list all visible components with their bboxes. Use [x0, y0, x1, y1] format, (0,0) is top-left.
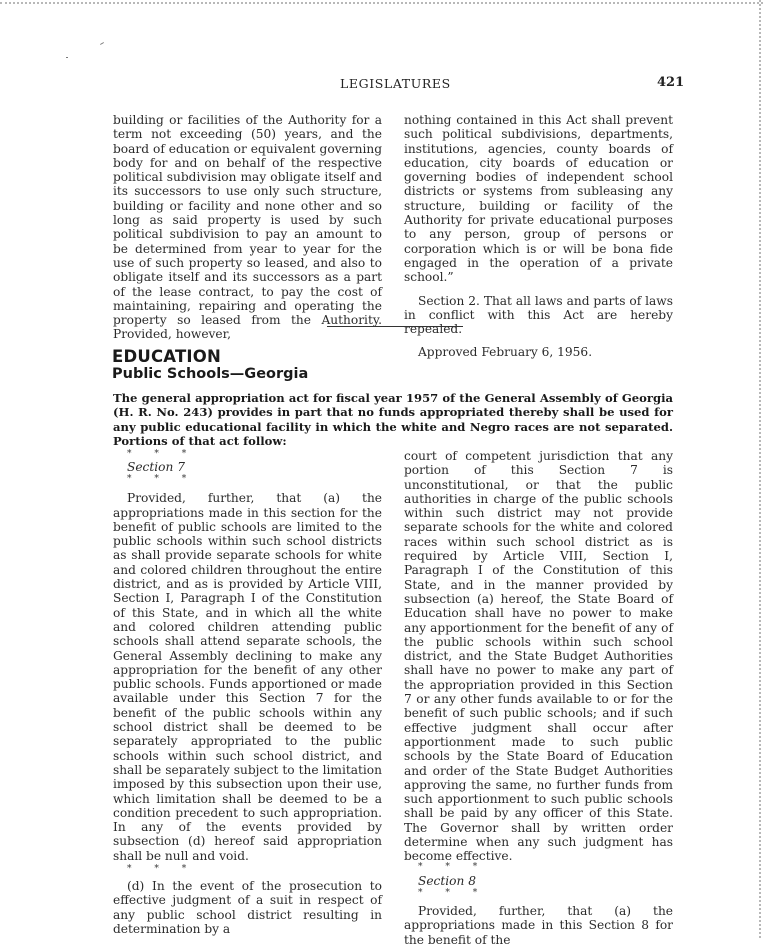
- ellipsis: * * *: [127, 449, 197, 459]
- top-left-column: [113, 113, 382, 342]
- section-title: EDUCATION: [112, 347, 221, 366]
- scan-speck: [66, 57, 68, 58]
- section-divider: [327, 326, 463, 327]
- continued-paragraph: court of competent jurisdiction that any portion of this Section 7 is unconstitutional, or that the public authorities in charge of the public schools within such district may not provide separate schools for the white and colored races within such school district as is required by Article VIII, Section I, Paragraph I of the Constitution of this State, and in the manner provided by subsection (a) hereof, the State Board of Education shall have no power to make any apportionment for the benefit of any of the public schools within such school district, and the State Budget Authorities shall have no power to make any part of the appropriation provided in this Section 7 or any other funds available to or for the benefit of such public schools; and if such effective judgment shall occur after apportionment made to such public schools by the State Board of Education and order of the State Budget Authorities approving the same, no further funds from such apportionment to such public schools shall be paid by any officer of this State. The Governor shall by written order determine when any such judgment has become effective.: [404, 449, 673, 864]
- section-8-heading: Section 8: [418, 873, 476, 888]
- top-right-column: [404, 113, 673, 360]
- right-column: [404, 449, 673, 947]
- ellipsis: * * *: [127, 864, 197, 875]
- section-8-paragraph: Provided, further, that (a) the appropriations made in this Section 8 for the benefit of the: [404, 903, 673, 947]
- scan-edge-right: [759, 0, 761, 938]
- running-head: LEGISLATURES: [340, 76, 451, 91]
- ellipsis: * * *: [127, 474, 197, 485]
- continued-paragraph: nothing contained in this Act shall prevent such political subdivisions, departments, institutions, agencies, county boards of education, city boards of education or governing bodies of independent school districts or systems from subleasing any structure, building or facility of the Authority for private educational purposes to any person, group of persons or corporation which is or will be bona fide engaged in the operation of a private school.”: [404, 113, 673, 285]
- scan-speck: [100, 42, 104, 45]
- scan-edge-top: [0, 2, 763, 4]
- section-7-heading: Section 7: [127, 460, 185, 474]
- section-7-paragraph: Provided, further, that (a) the appropriations made in this section for the benefit of public schools are limited to the public schools within such school districts as shall provide separate schools for white and colored children throughout the entire district, and as is provided by Article VIII, Section I, Paragraph I of the Constitution of this State, and in which all the white and colored children attending public schools shall attend separate schools, the General Assembly declining to make any appropriation for the benefit of any other public schools. Funds apportioned or made available under this Section 7 for the benefit of the public schools within any school district shall be deemed to be separately appropriated to the public schools within such school district, and shall be separately subject to the limitation imposed by this subsection upon their use, which limitation shall be deemed to be a condition precedent to such appropriation. In any of the events provided by subsection (d) hereof said appropriation shall be null and void.: [113, 491, 382, 863]
- left-column: [113, 449, 382, 936]
- page-number: 421: [657, 75, 685, 90]
- headnote: The general appropriation act for fiscal year 1957 of the General Assembly of Georgia (H. R. No. 243) provides in part that no funds appropriated thereby shall be used for any public educational facility in which the white and Negro races are not separated. Portions of that act follow:: [113, 391, 673, 448]
- section-2-paragraph: Section 2. That all laws and parts of laws in conflict with this Act are hereby repealed.: [404, 293, 673, 337]
- ellipsis: * * *: [418, 887, 488, 898]
- approval-date: Approved February 6, 1956.: [418, 345, 593, 360]
- continued-paragraph: building or facilities of the Authority for a term not exceeding (50) years, and the board of education or equivalent governing body for and on behalf of the respective political subdivision may obligate itself and its successors to use only such structure, building or facility and none other and so long as said property is used by such political subdivision to pay an amount to be determined from year to year for the use of such property so leased, and also to obligate itself and its successors as a part of the lease contract, to pay the cost of maintaining, repairing and operating the property so leased from the Authority. Provided, however,: [113, 113, 382, 342]
- ellipsis: * * *: [418, 861, 488, 872]
- subsection-title: Public Schools—Georgia: [112, 366, 309, 382]
- subsection-d-paragraph: (d) In the event of the prosecution to effective judgment of a suit in respect of any public school district resulting in determination by a: [113, 879, 382, 936]
